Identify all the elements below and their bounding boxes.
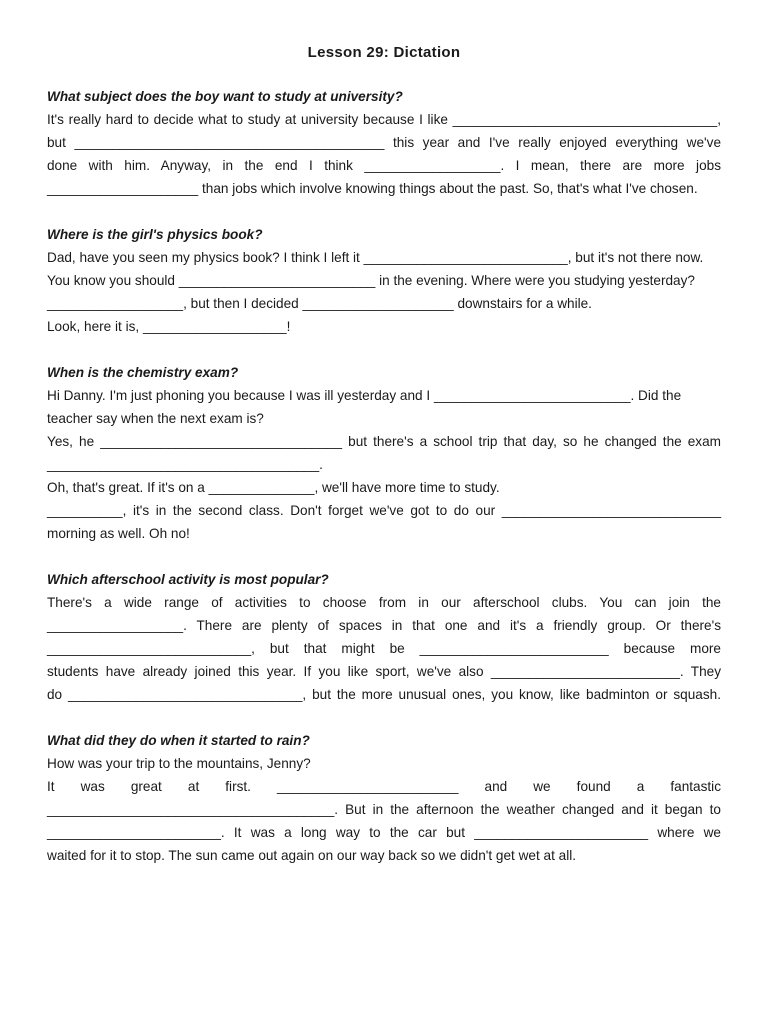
dictation-section (47, 223, 721, 338)
text-line: There's a wide range of activities to choose from in our afterschool clubs. You can join the (47, 595, 721, 610)
dictation-section (47, 85, 721, 200)
dictation-sections (47, 85, 721, 867)
text-line: __________________, but then I decided ____________________ downstairs for a while. (47, 296, 592, 311)
text-line: teacher say when the next exam is? (47, 411, 264, 426)
text-line: done with him. Anyway, in the end I think __________________. I mean, there are more jobs (47, 158, 721, 173)
text-line: do _______________________________, but the more unusual ones, you know, like badminton or squash. (47, 687, 721, 702)
text-line: It's really hard to decide what to study at university because I like ___________________________________, (47, 112, 721, 127)
text-line: ___________________________, but that might be _________________________ because more (47, 641, 721, 656)
text-line: Dad, have you seen my physics book? I think I left it ___________________________, but it's not there now. (47, 250, 704, 265)
section-question: What did they do when it started to rain? (47, 733, 310, 748)
text-line: You know you should __________________________ in the evening. Where were you studying yesterday? (47, 273, 695, 288)
text-line: ______________________________________. But in the afternoon the weather changed and it began to (47, 802, 721, 817)
section-question: Which afterschool activity is most popular? (47, 572, 329, 587)
text-line: It was great at first. ________________________ and we found a fantastic (47, 779, 721, 794)
text-line: waited for it to stop. The sun came out again on our way back so we didn't get wet at all. (47, 848, 577, 863)
section-question: What subject does the boy want to study at university? (47, 89, 403, 104)
text-line: students have already joined this year. If you like sport, we've also _________________________. They (47, 664, 721, 679)
text-line: Yes, he ________________________________ but there's a school trip that day, so he changed the exam (47, 434, 721, 449)
page-title: Lesson 29: Dictation (307, 44, 461, 61)
text-line: How was your trip to the mountains, Jenny? (47, 756, 311, 771)
text-line: ____________________________________. (47, 457, 323, 472)
text-line: __________, it's in the second class. Don't forget we've got to do our _____________________________ (47, 503, 721, 518)
text-line: Hi Danny. I'm just phoning you because I was ill yesterday and I __________________________. Did the (47, 388, 682, 403)
section-question: When is the chemistry exam? (47, 365, 239, 380)
text-line: _______________________. It was a long way to the car but _______________________ where we (47, 825, 721, 840)
text-line: ____________________ than jobs which involve knowing things about the past. So, that's what I've chosen. (47, 181, 698, 196)
text-line: morning as well. Oh no! (47, 526, 190, 541)
dictation-section (47, 361, 721, 545)
dictation-section (47, 568, 721, 706)
text-line: but _________________________________________ this year and I've really enjoyed everything we've (47, 135, 721, 150)
section-question: Where is the girl's physics book? (47, 227, 263, 242)
text-line: __________________. There are plenty of spaces in that one and it's a friendly group. Or there's (47, 618, 721, 633)
text-line: Oh, that's great. If it's on a ______________, we'll have more time to study. (47, 480, 500, 495)
dictation-section (47, 729, 721, 867)
text-line: Look, here it is, ___________________! (47, 319, 291, 334)
